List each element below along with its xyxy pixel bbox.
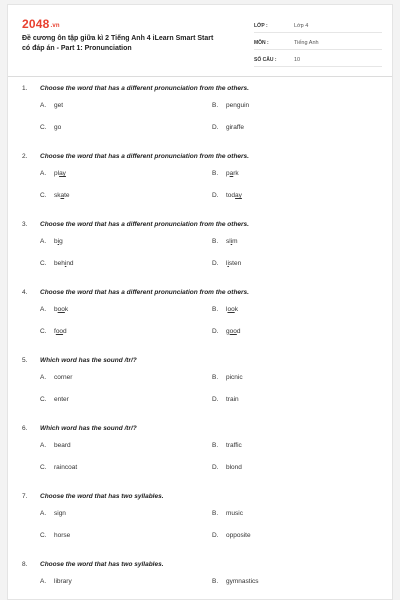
option-word-part: b [54,306,58,313]
question-text: Which word has the sound /tr/? [40,425,137,432]
option-word-part: sl [226,238,231,245]
answer-option[interactable] [212,124,244,131]
answer-option[interactable] [212,578,259,585]
question-stem [22,561,164,568]
option-letter: A. [40,374,47,381]
option-letter: C. [40,532,47,539]
option-word-part: d [236,328,241,335]
document-title-line-1: Đề cương ôn tập giữa kì 2 Tiếng Anh 4 iLearn Smart Start [22,35,214,42]
option-word-part: blond [226,464,242,471]
question-text: Choose the word that has a different pronunciation from the others. [40,85,249,92]
option-word [54,532,70,539]
option-word-part: te [64,192,70,199]
option-letter: D. [212,532,219,539]
question-number: 1. [22,85,28,92]
question-stem [22,289,249,296]
answer-option[interactable] [212,260,241,267]
meta-value-count: 10 [294,57,301,63]
site-logo[interactable] [22,17,60,31]
question-number: 7. [22,493,28,500]
option-word [226,306,238,313]
option-word [226,442,242,449]
meta-label-count: SỐ CÂU : [254,57,277,63]
worksheet-page [7,4,393,600]
option-letter: A. [40,510,47,517]
option-word [54,238,63,245]
option-letter: C. [40,464,47,471]
question-number: 2. [22,153,28,160]
question-text: Choose the word that has a different pronunciation from the others. [40,289,249,296]
option-letter: D. [212,464,219,471]
option-word [54,102,63,109]
answer-option[interactable] [40,578,72,585]
option-letter: B. [212,170,219,177]
option-letter: C. [40,260,47,267]
answer-option[interactable] [212,396,239,403]
option-letter: D. [212,192,219,199]
option-word-part: rk [233,170,239,177]
meta-info [254,17,382,68]
option-word [226,238,238,245]
question-number: 5. [22,357,28,364]
option-word [54,464,77,471]
option-underlined-sound: oo [229,328,237,335]
document-title [22,34,258,54]
option-word [226,510,243,517]
meta-label-class: LỚP : [254,23,268,29]
answer-option[interactable] [40,260,74,267]
option-letter: D. [212,124,219,131]
option-word [54,306,68,313]
option-word-part: b [54,238,58,245]
option-letter: D. [212,396,219,403]
option-word [226,102,249,109]
option-underlined-sound: a [60,192,65,199]
answer-option[interactable] [40,192,70,199]
option-word-part: p [226,170,230,177]
option-letter: C. [40,396,47,403]
answer-option[interactable] [40,328,67,335]
meta-label-subject: MÔN : [254,40,269,46]
option-word [54,328,67,335]
answer-option[interactable] [40,124,61,131]
answer-option[interactable] [212,170,239,177]
option-letter: A. [40,578,47,585]
question-stem [22,221,249,228]
option-word [226,578,259,585]
option-word-part: l [226,306,228,313]
question-text: Choose the word that has two syllables. [40,561,164,568]
option-letter: D. [212,328,219,335]
option-word [54,192,70,199]
answer-option[interactable] [40,396,69,403]
option-word [226,396,239,403]
option-word-part: train [226,396,239,403]
option-letter: B. [212,578,219,585]
option-word-part: sk [54,192,61,199]
option-word [226,124,244,131]
meta-row-count [254,51,382,67]
answer-option[interactable] [212,238,238,245]
meta-row-subject [254,34,382,50]
meta-row-class [254,17,382,33]
option-letter: D. [212,260,219,267]
question-stem [22,153,249,160]
option-underlined-sound: a [229,170,234,177]
option-word [226,532,251,539]
answer-option[interactable] [40,306,68,313]
answer-option[interactable] [40,170,66,177]
option-word-part: beh [54,260,65,267]
option-word-part: enter [54,396,69,403]
meta-value-subject: Tiếng Anh [294,40,319,46]
option-underlined-sound: i [227,260,229,267]
question-number: 8. [22,561,28,568]
option-word-part: picnic [226,374,243,381]
question-number: 4. [22,289,28,296]
question-stem [22,85,249,92]
option-letter: C. [40,124,47,131]
option-word [226,192,242,199]
option-word-part: gymnastics [226,578,259,585]
answer-option[interactable] [212,192,242,199]
answer-option[interactable] [40,464,77,471]
option-word [226,374,243,381]
option-word-part: g [54,102,58,109]
option-letter: A. [40,238,47,245]
answer-option[interactable] [212,464,242,471]
option-word-part: sign [54,510,66,517]
option-underlined-sound: oo [57,306,65,313]
option-letter: A. [40,442,47,449]
option-letter: C. [40,328,47,335]
answer-option[interactable] [212,442,242,449]
option-letter: A. [40,102,47,109]
option-word-part: l [226,260,228,267]
question-stem [22,425,137,432]
question-stem [22,493,164,500]
option-word-part: raincoat [54,464,78,471]
option-word [54,510,66,517]
worksheet-header [8,5,392,77]
option-underlined-sound: oo [55,328,64,335]
answer-option[interactable] [40,374,72,381]
option-underlined-sound: i [64,260,67,267]
option-word [54,578,72,585]
option-letter: A. [40,306,47,313]
option-letter: B. [212,306,219,313]
option-letter: B. [212,510,219,517]
option-word-part: d [63,328,67,335]
option-word-part: go [54,124,62,131]
question-text: Choose the word that has a different pronunciation from the others. [40,221,249,228]
answer-option[interactable] [40,238,63,245]
option-word-part: beard [54,442,71,449]
option-letter: B. [212,102,219,109]
option-word-part: traffic [226,442,242,449]
question-text: Choose the word that has a different pronunciation from the others. [40,153,249,160]
document-title-line-2: có đáp án - Part 1: Pronunciation [22,45,132,52]
option-underlined-sound: oo [227,306,235,313]
option-word-part: giraffe [226,124,244,131]
option-word-part: et [57,102,64,109]
meta-value-class: Lớp 4 [294,23,309,29]
option-word [54,442,71,449]
option-underlined-sound: i [230,238,233,245]
option-word [226,464,242,471]
answer-option[interactable] [40,510,66,517]
option-letter: A. [40,170,47,177]
answer-option[interactable] [212,532,251,539]
option-letter: C. [40,192,47,199]
option-word-part: horse [54,532,71,539]
option-word-part: m [232,238,238,245]
option-word-part: k [234,306,238,313]
option-word-part: sten [228,260,242,267]
option-word-part: library [54,578,72,585]
answer-option[interactable] [212,328,240,335]
option-word-part: f [54,328,56,335]
option-word-part: k [64,306,69,313]
question-number: 3. [22,221,28,228]
option-word-part: tod [226,192,236,199]
option-word [226,260,241,267]
option-word [54,374,72,381]
option-word [226,170,239,177]
question-stem [22,357,137,364]
option-word-part: corner [54,374,73,381]
option-word [54,396,69,403]
option-word-part: pl [54,170,60,177]
logo-suffix: .vn [50,23,60,29]
option-underlined-sound: ay [59,170,66,177]
question-number: 6. [22,425,28,432]
answer-option[interactable] [40,532,70,539]
answer-option[interactable] [40,442,71,449]
option-underlined-sound: ay [235,192,242,199]
question-text: Choose the word that has two syllables. [40,493,164,500]
option-word [54,170,66,177]
option-word-part: g [59,238,63,245]
question-text: Which word has the sound /tr/? [40,357,137,364]
option-word [226,328,240,335]
answer-option[interactable] [212,102,249,109]
option-word-part: opposite [226,532,251,539]
option-word-part: music [226,510,243,517]
answer-option[interactable] [212,306,238,313]
option-underlined-sound: i [57,238,60,245]
answer-option[interactable] [212,374,243,381]
option-word-part: penguin [226,102,250,109]
option-letter: B. [212,374,219,381]
option-word-part: nd [66,260,74,267]
option-letter: B. [212,238,219,245]
option-letter: B. [212,442,219,449]
option-word [54,124,61,131]
answer-option[interactable] [212,510,243,517]
answer-option[interactable] [40,102,63,109]
logo-text: 2048 [22,17,50,31]
option-word-part: g [226,328,230,335]
option-word [54,260,74,267]
